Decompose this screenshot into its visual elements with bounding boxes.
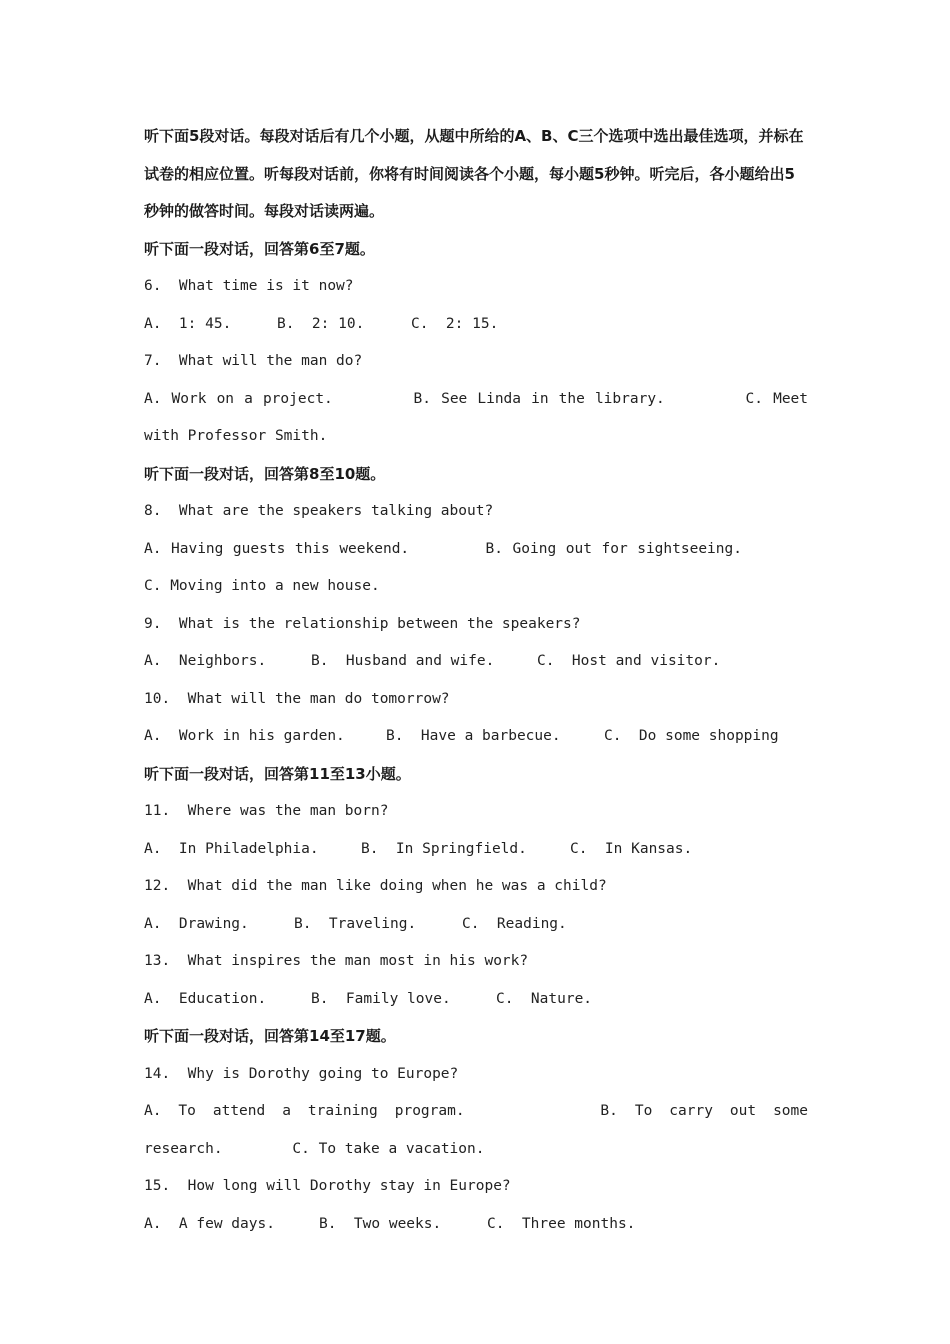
question-stem: 9. What is the relationship between the speakers? [144, 615, 581, 632]
option-b[interactable]: B. 2: 10. [277, 315, 365, 332]
option-b[interactable]: B. In Springfield. [361, 840, 527, 857]
options-row [144, 831, 808, 869]
option-c[interactable]: C. Nature. [496, 990, 593, 1007]
option-c[interactable]: C. Meet with Professor Smith. [144, 390, 809, 444]
options-row [144, 306, 808, 344]
options-row [144, 981, 808, 1019]
options-row [144, 1093, 808, 1168]
section-heading: 听下面一段对话，回答第6至7题。 [144, 239, 375, 258]
option-b[interactable]: B. Going out for sightseeing. [485, 540, 742, 557]
option-b[interactable]: B. Have a barbecue. [386, 728, 561, 744]
options-row [144, 718, 808, 756]
option-a[interactable]: A. 1: 45. [144, 315, 232, 332]
option-c[interactable]: C. Three months. [487, 1215, 636, 1232]
option-c[interactable]: C. To take a vacation. [292, 1140, 485, 1157]
question-stem: 12. What did the man like doing when he was a child? [144, 878, 607, 894]
options-row [144, 906, 808, 944]
option-a[interactable]: A. Work in his garden. [144, 728, 345, 744]
question-stem: 8. What are the speakers talking about? [144, 503, 494, 519]
option-b[interactable]: B. Traveling. [294, 915, 417, 932]
exam-page [144, 118, 808, 1243]
option-a[interactable]: A. Drawing. [144, 915, 249, 932]
question-stem: 7. What will the man do? [144, 353, 363, 369]
section-heading: 听下面一段对话，回答第8至10题。 [144, 464, 386, 483]
options-row [144, 531, 808, 606]
option-a[interactable]: A. Having guests this weekend. [144, 540, 410, 557]
option-b[interactable]: B. Husband and wife. [311, 653, 495, 669]
option-b[interactable]: B. To carry out some research. [144, 1103, 808, 1157]
option-a[interactable]: A. To attend a training program. [144, 1103, 465, 1119]
option-b[interactable]: B. Family love. [311, 990, 451, 1007]
option-b[interactable]: B. Two weeks. [319, 1215, 442, 1232]
option-b[interactable]: B. See Linda in the library. [413, 390, 665, 407]
option-c[interactable]: C. 2: 15. [411, 315, 499, 332]
option-c[interactable]: C. Reading. [462, 915, 567, 932]
option-a[interactable]: A. Work on a project. [144, 390, 333, 407]
option-c[interactable]: C. Do some shopping [604, 728, 779, 744]
option-c[interactable]: C. In Kansas. [570, 840, 693, 857]
question-stem: 11. Where was the man born? [144, 803, 389, 819]
section-heading: 听下面一段对话，回答第11至13小题。 [144, 764, 411, 783]
question-stem: 6. What time is it now? [144, 278, 354, 294]
options-row [144, 1206, 808, 1244]
option-c[interactable]: C. Host and visitor. [537, 653, 721, 669]
option-c[interactable]: C. Moving into a new house. [144, 578, 380, 594]
instructions: 听下面5段对话。每段对话后有几个小题，从题中所给的A、B、C三个选项中选出最佳选项，并标在试卷的相应位置。听每段对话前，你将有时间阅读各个小题，每小题5秒钟。听完后，各小题给出5秒钟的做答时间。每段对话读两遍。 [144, 127, 804, 220]
question-stem: 13. What inspires the man most in his work? [144, 953, 529, 969]
option-a[interactable]: A. Neighbors. [144, 653, 267, 669]
question-stem: 10. What will the man do tomorrow? [144, 690, 450, 707]
option-a[interactable]: A. Education. [144, 990, 267, 1007]
option-a[interactable]: A. In Philadelphia. [144, 840, 319, 857]
question-stem: 14. Why is Dorothy going to Europe? [144, 1065, 459, 1082]
options-row [144, 643, 808, 681]
section-heading: 听下面一段对话，回答第14至17题。 [144, 1027, 396, 1045]
options-row [144, 381, 808, 456]
option-a[interactable]: A. A few days. [144, 1215, 275, 1232]
question-stem: 15. How long will Dorothy stay in Europe? [144, 1178, 511, 1194]
